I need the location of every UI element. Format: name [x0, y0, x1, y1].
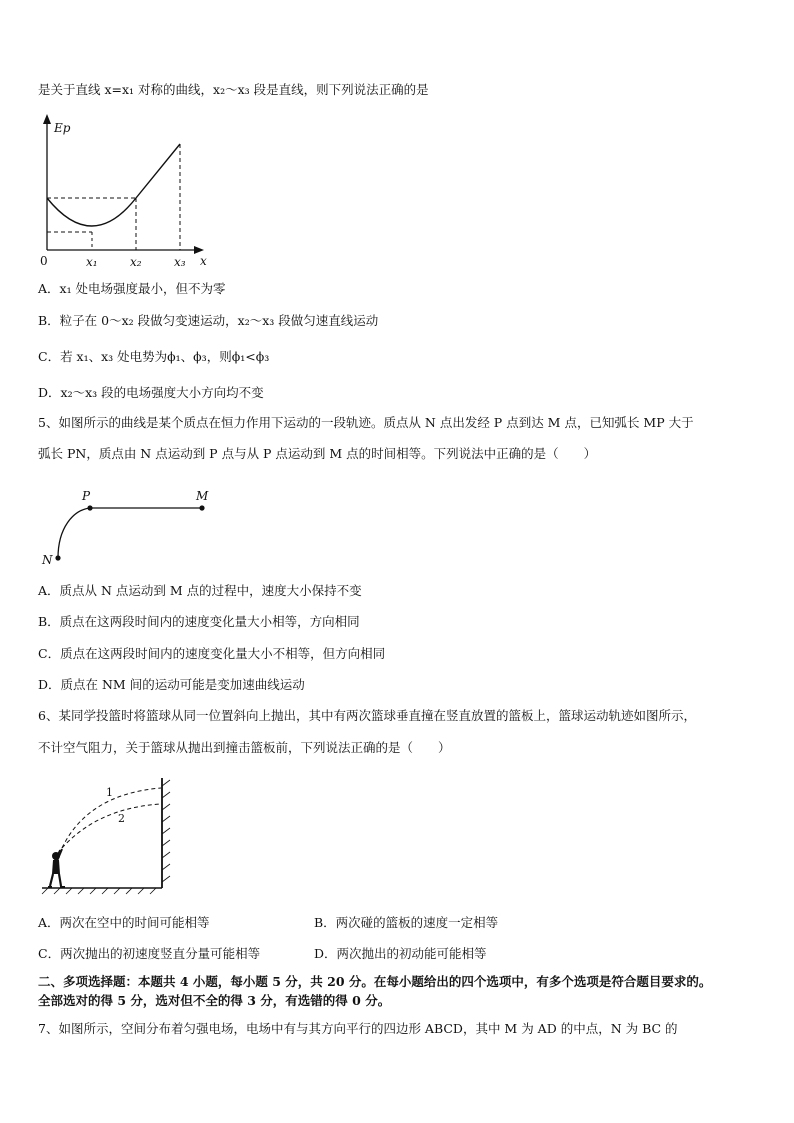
- q4-tick-x2: x₂: [130, 255, 142, 269]
- q4-option-b: B．粒子在 0～x₂ 段做匀变速运动，x₂～x₃ 段做匀速直线运动: [38, 313, 379, 328]
- q5-option-a: A．质点从 N 点运动到 M 点的过程中，速度大小保持不变: [38, 583, 362, 598]
- basketball-player-icon: [48, 849, 65, 887]
- q4-origin-label: 0: [40, 254, 48, 268]
- q4-option-d: D．x₂～x₃ 段的电场强度大小方向均不变: [38, 385, 264, 400]
- q6-path-1-label: 1: [106, 786, 113, 799]
- q4-tick-x1: x₁: [86, 255, 98, 269]
- q6-option-d: D．两次抛出的初动能可能相等: [314, 946, 487, 961]
- q5-point-m: M: [196, 489, 209, 503]
- q7-stem-line1: 7、如图所示，空间分布着匀强电场，电场中有与其方向平行的四边形 ABCD，其中 M 为 AD 的中点，N 为 BC 的: [38, 1021, 678, 1036]
- q4-ep-graph: [30, 112, 220, 272]
- q6-option-c: C．两次抛出的初速度竖直分量可能相等: [38, 946, 261, 961]
- q4-stem-tail: 是关于直线 x=x₁ 对称的曲线，x₂～x₃ 段是直线，则下列说法正确的是: [38, 82, 429, 97]
- q5-point-n: N: [42, 553, 53, 567]
- q6-stem-line1: 6、某同学投篮时将篮球从同一位置斜向上抛出，其中有两次篮球垂直撞在竖直放置的篮板上，篮球运动轨迹如图所示，: [38, 708, 696, 723]
- q4-y-label: Ep: [54, 121, 71, 135]
- q6-option-b: B．两次碰的篮板的速度一定相等: [314, 915, 499, 930]
- q5-option-c: C．质点在这两段时间内的速度变化量大小不相等，但方向相同: [38, 646, 386, 661]
- q6-basketball-figure: [40, 770, 175, 895]
- q5-option-d: D．质点在 NM 间的运动可能是变加速曲线运动: [38, 677, 305, 692]
- q4-option-a: A．x₁ 处电场强度最小，但不为零: [38, 281, 226, 296]
- q6-stem-line2: 不计空气阻力，关于篮球从抛出到撞击篮板前，下列说法正确的是（ ）: [38, 740, 451, 755]
- q5-stem-line2: 弧长 PN，质点由 N 点运动到 P 点与从 P 点运动到 M 点的时间相等。下列说法中正确的是（ ）: [38, 446, 597, 461]
- q4-x-label: x: [200, 254, 207, 268]
- q4-tick-x3: x₃: [174, 255, 186, 269]
- q5-stem-line1: 5、如图所示的曲线是某个质点在恒力作用下运动的一段轨迹。质点从 N 点出发经 P 点到达 M 点，已知弧长 MP 大于: [38, 415, 694, 430]
- section2-heading-line2: 全部选对的得 5 分，选对但不全的得 3 分，有选错的得 0 分。: [38, 993, 391, 1008]
- q6-option-a: A．两次在空中的时间可能相等: [38, 915, 210, 930]
- q5-point-p: P: [82, 489, 91, 503]
- q5-trajectory-figure: [38, 488, 228, 573]
- q5-option-b: B．质点在这两段时间内的速度变化量大小相等，方向相同: [38, 614, 360, 629]
- q4-option-c: C．若 x₁、x₃ 处电势为ϕ₁、ϕ₃，则ϕ₁<ϕ₃: [38, 349, 270, 364]
- q6-path-2-label: 2: [118, 812, 125, 825]
- section2-heading-line1: 二、多项选择题：本题共 4 小题，每小题 5 分，共 20 分。在每小题给出的四个选项中，有多个选项是符合题目要求的。: [38, 974, 712, 989]
